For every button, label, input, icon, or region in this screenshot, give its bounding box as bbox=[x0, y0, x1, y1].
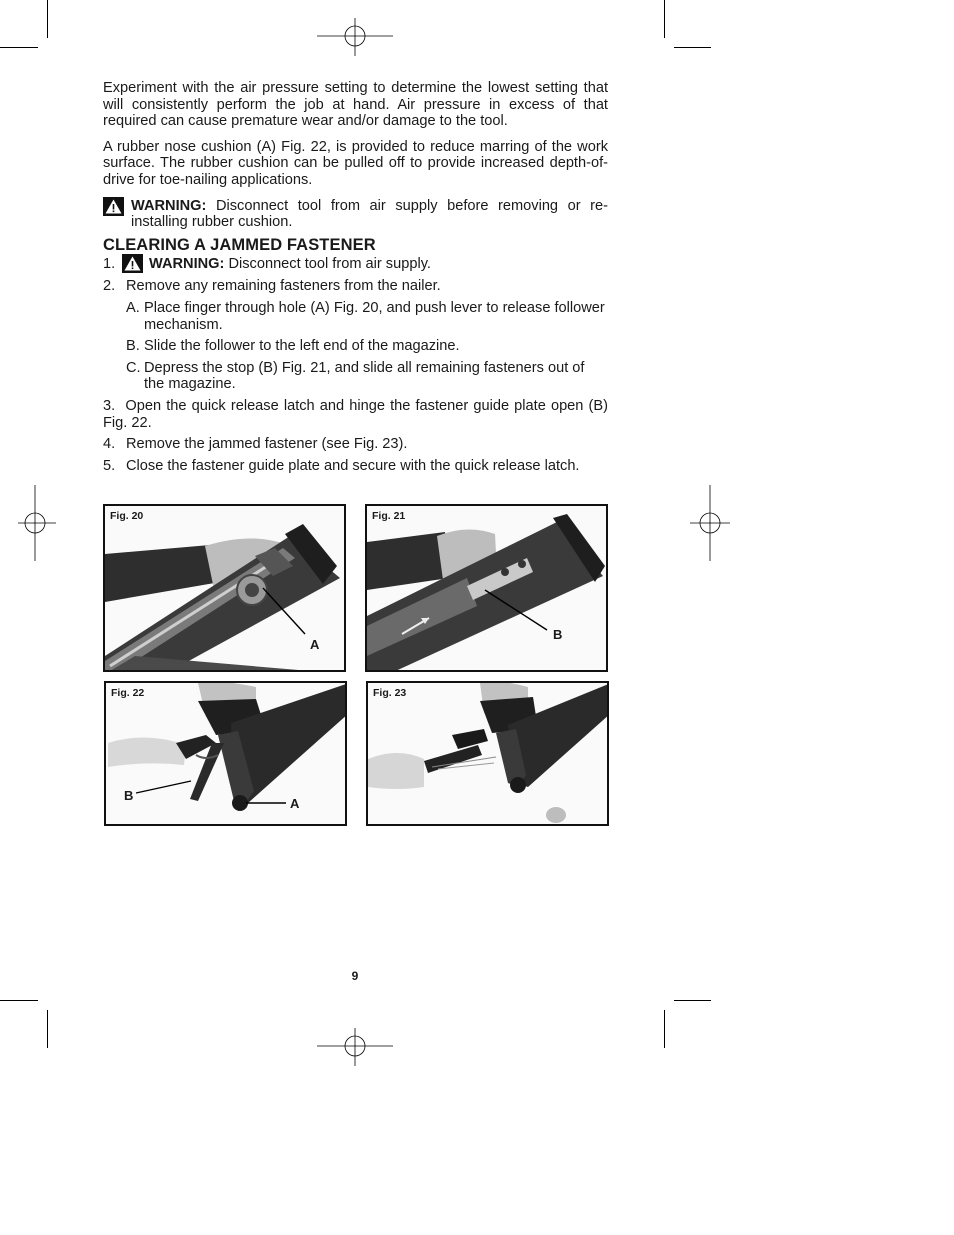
list-item bbox=[126, 360, 608, 393]
warning-rubber-cushion bbox=[103, 198, 608, 231]
step-number: 1. bbox=[103, 256, 116, 273]
step-number: 4. bbox=[103, 436, 116, 453]
list-item bbox=[103, 278, 608, 295]
warning-icon bbox=[103, 197, 124, 216]
crop-mark bbox=[664, 1010, 665, 1048]
crop-mark bbox=[674, 47, 711, 48]
step-number: 2. bbox=[103, 278, 116, 295]
registration-mark-icon bbox=[317, 1008, 393, 1084]
crop-mark bbox=[0, 1000, 38, 1001]
crop-mark bbox=[47, 1010, 48, 1048]
step-text: Open the quick release latch and hinge the fastener guide plate open (B) Fig. 22. bbox=[103, 397, 608, 431]
list-item bbox=[103, 398, 608, 431]
figure-21-photo bbox=[367, 506, 608, 672]
paragraph-nose-cushion: A rubber nose cushion (A) Fig. 22, is provided to reduce marring of the work surface. The rubber cushion can be pulled off to provide increased depth-of-drive for toe-nailing applications. bbox=[103, 138, 608, 188]
list-item bbox=[103, 458, 608, 475]
step-text: Remove any remaining fasteners from the nailer. bbox=[126, 278, 441, 295]
warning-text: Disconnect tool from air supply before removing or re-installing rubber cushion. bbox=[131, 197, 608, 231]
step-text: Disconnect tool from air supply. bbox=[224, 256, 431, 273]
registration-mark-icon bbox=[317, 0, 393, 76]
registration-mark-icon bbox=[0, 485, 76, 561]
figure-label: Fig. 22 bbox=[111, 687, 145, 699]
list-item bbox=[126, 338, 608, 355]
figure-23-photo bbox=[368, 683, 609, 826]
paragraph-air-pressure: Experiment with the air pressure setting to determine the lowest setting that will consistently perform the job at hand. Air pressure in excess of that required can cause premature wear and/or damage to the tool. bbox=[103, 80, 608, 130]
crop-mark bbox=[47, 0, 48, 38]
registration-mark-icon bbox=[672, 485, 748, 561]
warning-lead: WARNING: bbox=[131, 197, 207, 214]
substep-letter: A. bbox=[126, 299, 140, 316]
figure-20 bbox=[103, 504, 346, 672]
figure-22 bbox=[104, 681, 347, 826]
warning-icon bbox=[122, 254, 143, 273]
figure-label: Fig. 20 bbox=[110, 510, 144, 522]
step-number: 3. bbox=[103, 397, 116, 414]
crop-mark bbox=[664, 0, 665, 38]
step-text: Close the fastener guide plate and secure with the quick release latch. bbox=[126, 457, 580, 474]
callout-label: B bbox=[124, 788, 134, 803]
figure-21 bbox=[365, 504, 608, 672]
callout-label: A bbox=[290, 796, 300, 811]
list-item bbox=[126, 300, 608, 333]
substep-text: Place finger through hole (A) Fig. 20, and push lever to release follower mechanism. bbox=[144, 299, 605, 333]
figure-label: Fig. 21 bbox=[372, 510, 406, 522]
crop-mark bbox=[674, 1000, 711, 1001]
figure-23 bbox=[366, 681, 609, 826]
step-number: 5. bbox=[103, 457, 116, 474]
figure-label: Fig. 23 bbox=[373, 687, 407, 699]
crop-mark bbox=[0, 47, 38, 48]
section-title: CLEARING A JAMMED FASTENER bbox=[103, 235, 376, 254]
callout-label: A bbox=[310, 637, 320, 652]
body-text bbox=[103, 80, 608, 479]
substep-letter: B. bbox=[126, 338, 140, 355]
substep-text: Depress the stop (B) Fig. 21, and slide all remaining fasteners out of the magazine. bbox=[144, 359, 585, 393]
list-item bbox=[103, 256, 608, 273]
list-item bbox=[103, 436, 608, 453]
substep-letter: C. bbox=[126, 359, 141, 376]
step-text: Remove the jammed fastener (see Fig. 23). bbox=[126, 436, 408, 453]
figure-22-photo bbox=[106, 683, 347, 826]
callout-label: B bbox=[553, 627, 563, 642]
warning-lead: WARNING: bbox=[149, 256, 225, 273]
page-number: 9 bbox=[351, 969, 359, 983]
substep-text: Slide the follower to the left end of the magazine. bbox=[144, 338, 460, 355]
